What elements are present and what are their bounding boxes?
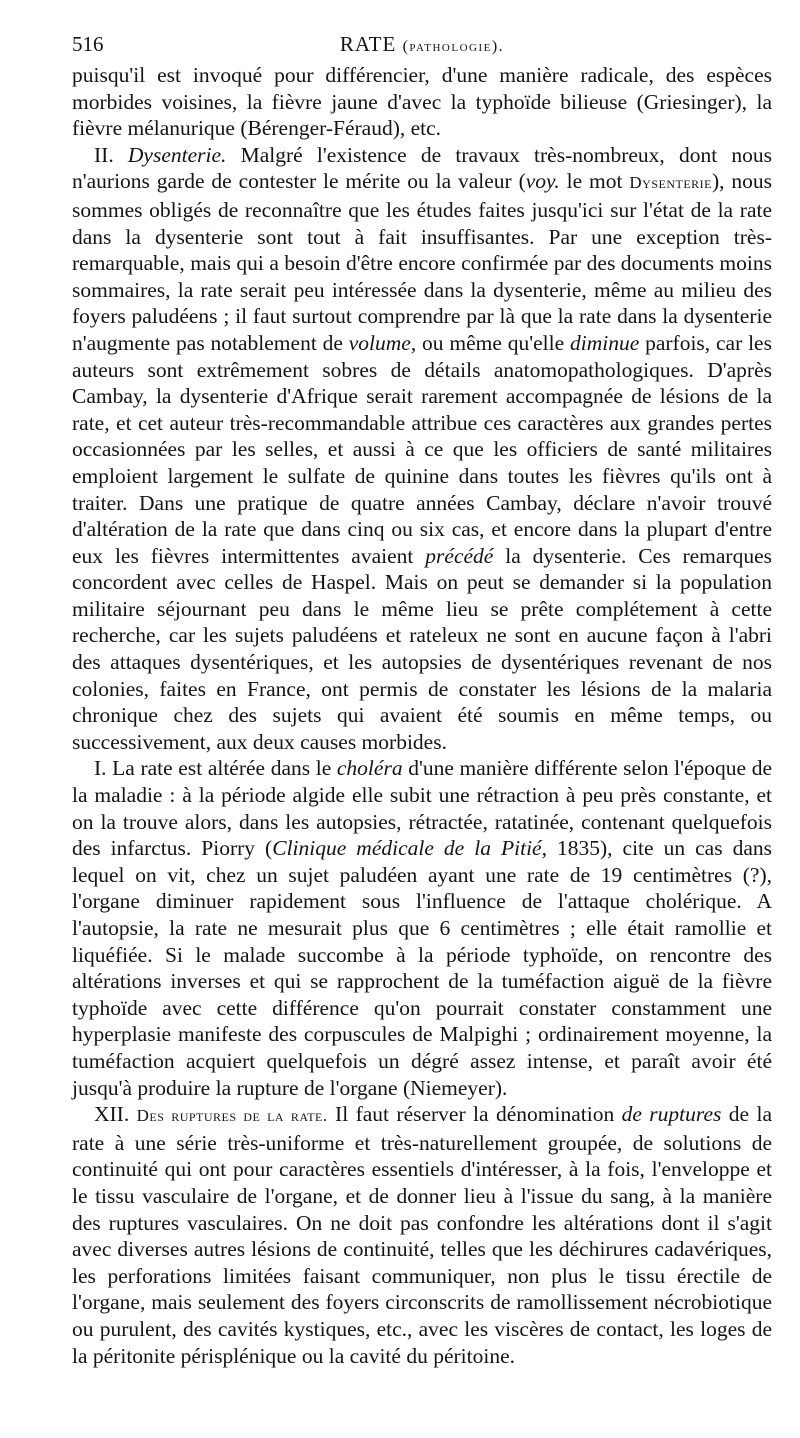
running-title	[72, 26, 772, 65]
text-run-italic: précédé	[425, 543, 494, 568]
citation-title: Clinique médicale de la Pitié,	[272, 836, 547, 861]
paragraph-continuation: puisqu'il est invoqué pour différencier, d'une manière radicale, des espèces morbides voisines, la fièvre jaune d'avec la typhoïde bilieuse (Griesinger), la fièvre mélanurique (Bérenger-Féraud), etc.	[72, 63, 772, 141]
text-run-italic: choléra	[336, 756, 403, 781]
section-number: I.	[94, 756, 113, 781]
text-run: Il faut réserver la dénomination	[327, 1102, 622, 1127]
text-run: La rate est altérée dans le	[112, 756, 337, 781]
text-run-italic: voy.	[525, 169, 560, 194]
text-run: ou même qu'elle	[416, 330, 570, 355]
page-number: 516	[72, 32, 104, 56]
cross-reference: Dysenterie	[629, 173, 712, 193]
running-title-main: RATE	[339, 32, 397, 56]
paragraph-ruptures	[72, 1101, 772, 1369]
paragraph-cholera	[72, 755, 772, 1101]
section-title: Des ruptures de la rate.	[136, 1106, 328, 1126]
running-head	[72, 26, 772, 62]
section-title: Dysenterie.	[127, 142, 227, 167]
text-run-italic: de ruptures	[621, 1102, 722, 1127]
section-number: XII.	[94, 1102, 137, 1127]
text-run-italic: diminue	[569, 330, 640, 355]
text-run-italic: volume,	[348, 330, 417, 355]
text-run: ), nous sommes obligés de reconnaître que les études faites jusqu'ici sur l'état de la rate dans la dysenterie sont tout à fait insuffisantes. Par une exception très-remarquable, mais qui a besoin d'être encore confirmée par des documents moins sommaires, la rate serait peu intéressée dans la dysenterie, même au milieu des foyers paludéens ; il faut surtout comprendre par là que la rate dans la dysenterie n'augmente pas notablement de	[72, 169, 773, 355]
section-number: II.	[94, 142, 128, 167]
running-title-sub: (pathologie).	[402, 38, 505, 55]
page	[72, 26, 772, 1369]
text-run: la dysenterie. Ces remarques concordent avec celles de Haspel. Mais on peut se demander si la population militaire séjournant peu dans le même lieu se prête complétement à cette recherche, car les sujets paludéens et rateleux ne sont en aucune façon à l'abri des attaques dysentériques, et les autopsies de dysentériques revenant de nos colonies, faites en France, ont permis de constater les lésions de la malaria chronique chez des sujets qui avaient été soumis en même temps, ou successivement, aux deux causes morbides.	[72, 543, 773, 754]
text-run: Malgré l'existence de travaux très-nombreux, dont nous n'aurions garde de contester le mérite ou la valeur (	[72, 142, 772, 194]
text-run: le mot	[559, 169, 630, 194]
text-run: 1835), cite un cas dans lequel on vit, chez un sujet paludéen ayant une rate de 19 centimètres (?), l'organe diminuer rapidement sous l'influence de l'attaque cholérique. A l'autopsie, la rate ne mesurait plus que 6 centimètres ; elle était ramollie et liquéfiée. Si le malade succombe à la période typhoïde, on rencontre des altérations inverses et qui se rapprochent de la tuméfaction aiguë de la fièvre typhoïde avec cette différence qu'on pourrait constater constamment une hyperplasie manifeste des corpuscules de Malpighi ; ordinairement moyenne, la tuméfaction acquiert quelquefois un dégré assez intense, et paraît avoir été jusqu'à produire la rupture de l'organe (Niemeyer).	[72, 836, 772, 1100]
paragraph-dysenterie	[72, 142, 772, 756]
text-run: d'une manière différente selon l'époque de la maladie : à la période algide elle subit une rétraction à peu près constante, et on la trouve alors, dans les autopsies, rétractée, ratatinée, contenant quelquefois des infarctus. Piorry (	[72, 756, 772, 861]
text-run: de la rate à une série très-uniforme et très-naturellement groupée, de solutions de continuité qui ont pour caractères essentiels d'intéresser, à la fois, l'enveloppe et le tissu vasculaire de l'organe, et de donner lieu à l'issue du sang, à la manière des ruptures vasculaires. On ne doit pas confondre les altérations dont il s'agit avec diverses autres lésions de continuité, telles que les déchirures cadavériques, les perforations limitées faisant communiquer, non plus le tissu érectile de l'organe, mais seulement des foyers circonscrits de ramollissement nécrobiotique ou purulent, des cavités kystiques, etc., avec les viscères de contact, les loges de la péritonite périsplénique ou la cavité du péritoine.	[72, 1102, 773, 1368]
text-run: parfois, car les auteurs sont extrêmement sobres de détails anatomopathologiques. D'après Cambay, la dysenterie d'Afrique serait rarement accompagnée de lésions de la rate, et cet auteur très-recommandable attribue ces caractères aux grandes pertes occasionnées par les selles, et aussi à ce que les officiers de santé militaires emploient largement le sulfate de quinine dans toutes les fièvres qu'ils ont à traiter. Dans une pratique de quatre années Cambay, déclare n'avoir trouvé d'altération de la rate que dans cinq ou six cas, et encore dans la plupart d'entre eux les fièvres intermittentes avaient	[72, 330, 772, 568]
body-text	[72, 62, 772, 1369]
